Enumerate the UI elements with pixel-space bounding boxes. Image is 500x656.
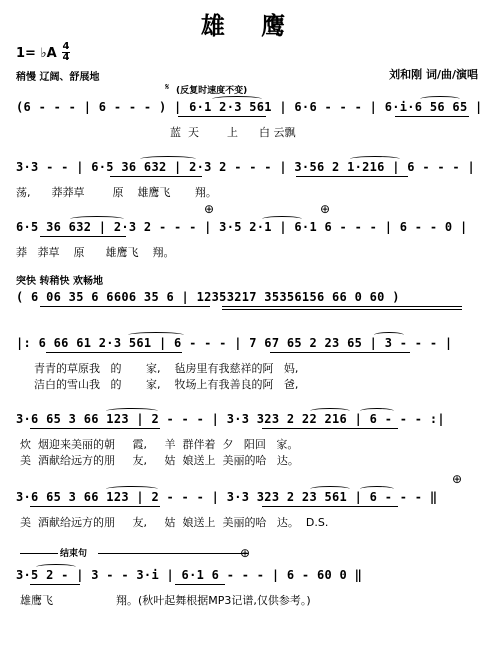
slur — [374, 332, 404, 338]
beam — [30, 506, 160, 507]
key-signature: 1= ♭A — [16, 46, 57, 61]
slur — [360, 486, 394, 492]
slur — [140, 156, 196, 162]
slur — [350, 156, 400, 162]
ending-bracket-left — [20, 553, 58, 554]
lyric-line: 美 酒献给远方的朋 友, 姑 娘送上 美丽的哈 达。 — [20, 454, 299, 467]
slur — [212, 96, 262, 102]
lyric-line: 炊 烟迎来美丽的朝 霞, 羊 群伴着 夕 阳回 家。 — [20, 438, 299, 451]
lyric-line: 雄鹰飞 翔。(秋叶起舞根据MP3记谱,仅供参考。) — [20, 594, 311, 607]
slur — [106, 408, 158, 414]
beam — [296, 176, 408, 177]
beam — [110, 176, 202, 177]
lyric-line: 莽 莽草 原 雄鹰飞 翔。 — [16, 246, 175, 259]
slur — [106, 486, 158, 492]
beam — [395, 116, 469, 117]
tempo-marking: 稍慢 辽阔、舒展地 — [16, 72, 100, 83]
slur — [310, 486, 350, 492]
slur — [420, 96, 460, 102]
beam — [30, 584, 80, 585]
beam — [222, 309, 462, 310]
time-signature — [62, 42, 70, 63]
lyric-line: 美 酒献给远方的朋 友, 姑 娘送上 美丽的哈 达。 D.S. — [20, 516, 329, 529]
meter-top: 4 — [62, 41, 70, 52]
coda-icon: ⊕ — [452, 472, 463, 486]
notation-line: |: 6 66 61 2·3 561 | 6 - - - | 7 67 65 2 23 65 | 3 - - - | — [16, 336, 453, 350]
ending-bracket-right — [98, 553, 248, 554]
slur — [310, 408, 350, 414]
notation-line: 3·6 65 3 66 123 | 2 - - - | 3·3 323 2 23 561 | 6 - - - ‖ — [16, 490, 438, 504]
ending-label: 结束句 — [60, 549, 88, 559]
beam — [40, 236, 126, 237]
slur — [36, 564, 76, 570]
meter-bottom: 4 — [62, 52, 70, 63]
beam — [178, 116, 266, 117]
slur — [262, 216, 302, 222]
notation-line: 3·5 2 - | 3 - - 3·i | 6·1 6 - - - | 6 - 60 0 ‖ — [16, 568, 363, 582]
coda-icon: ⊕ — [320, 202, 331, 216]
slur — [128, 332, 184, 338]
coda-icon: ⊕ — [204, 202, 215, 216]
beam — [262, 506, 398, 507]
beam — [40, 306, 210, 307]
beam — [262, 428, 398, 429]
beam — [222, 306, 462, 307]
credit-line: 刘和刚 词/曲/演唱 — [389, 68, 478, 81]
notation-line: (6 - - - | 6 - - - ) | 6·1 2·3 561 | 6·6 - - - | 6·i·6 56 65 | — [16, 100, 483, 114]
lyric-line: 荡, 莽莽草 原 雄鹰飞 翔。 — [16, 186, 217, 199]
song-title: 雄 鹰 — [200, 12, 300, 40]
beam — [46, 352, 182, 353]
notation-line: 3·3 - - | 6·5 36 632 | 2·3 2 - - - | 3·56 2 1·216 | 6 - - - | — [16, 160, 476, 174]
beam — [30, 428, 160, 429]
repeat-tempo-note: (反复时速度不变) — [176, 86, 248, 96]
beam — [270, 352, 410, 353]
notation-line: 3·6 65 3 66 123 | 2 - - - | 3·3 323 2 22 216 | 6 - - - :| — [16, 412, 445, 426]
coda-icon: ⊕ — [240, 546, 251, 560]
notation-line: ( 6 06 35 6 6606 35 6 | 12353217 35356156 66 0 60 ) — [16, 290, 400, 304]
lyric-line: 蓝 天 上 白 云飘 — [170, 126, 296, 139]
slur — [70, 216, 124, 222]
lyric-line: 青青的草原我 的 家, 毡房里有我慈祥的阿 妈, — [34, 362, 299, 375]
notation-line: 6·5 36 632 | 2·3 2 - - - | 3·5 2·1 | 6·1 6 - - - | 6 - - 0 | — [16, 220, 468, 234]
slur — [360, 408, 394, 414]
beam — [175, 584, 225, 585]
segno-icon: 𝄋 — [165, 82, 170, 93]
tempo-change-marking: 突快 转稍快 欢畅地 — [16, 276, 103, 287]
lyric-line: 洁白的雪山我 的 家, 牧场上有我善良的阿 爸, — [34, 378, 299, 391]
